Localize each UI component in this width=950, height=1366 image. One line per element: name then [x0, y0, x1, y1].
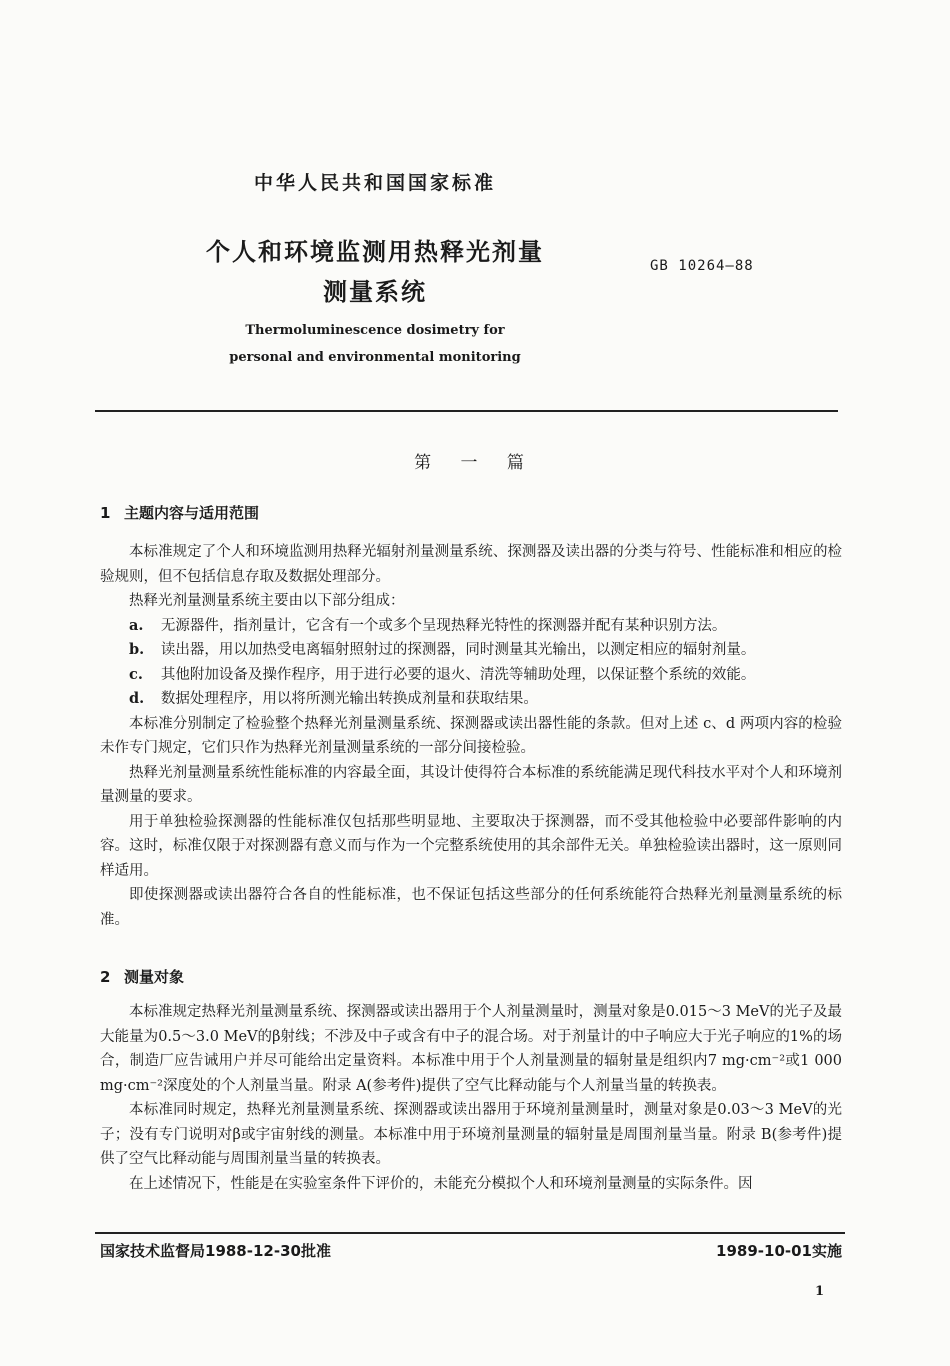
header-divider: [95, 410, 838, 412]
paragraph: 本标准规定热释光剂量测量系统、探测器或读出器用于个人剂量测量时，测量对象是0.015～3 MeV的光子及最大能量为0.5～3.0 MeV的β射线；不涉及中子或含有中子的混合场。对于剂量计的中子响应大于光子响应的1%的场合，制造厂应告诫用户并尽可能给出定量资料。本标准中用于个人剂量测量的辐射量是组织内7 mg·cm⁻²或1 000 mg·cm⁻²深度处的个人剂量当量。附录 A(参考件)提供了空气比释动能与个人剂量当量的转换表。: [100, 1004, 842, 1094]
english-title-line1: Thermoluminescence dosimetry for: [245, 323, 505, 338]
paragraph: 本标准同时规定，热释光剂量测量系统、探测器或读出器用于环境剂量测量时，测量对象是0.03～3 MeV的光子；没有专门说明对β或宇宙射线的测量。本标准中用于环境剂量测量的辐射量是周围剂量当量。附录 B(参考件)提供了空气比释动能与周围剂量当量的转换表。: [100, 1102, 842, 1167]
list-item-text: 读出器，用以加热受电离辐射照射过的探测器，同时测量其光输出，以测定相应的辐射剂量。: [160, 642, 756, 658]
list-item-label: b.: [129, 641, 145, 658]
section-1-title: 主题内容与适用范围: [124, 504, 260, 522]
section-1-heading: [100, 502, 259, 523]
list-item-label: d.: [129, 690, 145, 707]
section-2-body: [100, 1000, 842, 1196]
part-title: 第 一 篇: [414, 453, 536, 473]
document-title-line1: 个人和环境监测用热释光剂量: [206, 238, 544, 266]
approval-statement: 国家技术监督局1988-12-30批准: [100, 1242, 331, 1260]
section-1-number: 1: [100, 504, 111, 522]
list-item: [100, 663, 842, 688]
standard-code: GB 10264—88: [650, 258, 754, 274]
implementation-date: 1989-10-01实施: [716, 1242, 842, 1260]
paragraph: 本标准规定了个人和环境监测用热释光辐射剂量测量系统、探测器及读出器的分类与符号、性能标准和相应的检验规则，但不包括信息存取及数据处理部分。: [100, 544, 842, 585]
paragraph: 用于单独检验探测器的性能标准仅包括那些明显地、主要取决于探测器，而不受其他检验中必要部件影响的内容。这时，标准仅限于对探测器有意义而与作为一个完整系统使用的其余部件无关。单独检验读出器时，这一原则同样适用。: [100, 813, 842, 879]
section-2-title: 测量对象: [124, 968, 185, 986]
paragraph: 热释光剂量测量系统主要由以下部分组成：: [129, 593, 405, 609]
list-item-label: a.: [129, 616, 144, 634]
section-2-heading: [100, 966, 184, 987]
footer-divider: [95, 1232, 845, 1234]
section-1-body: [100, 540, 842, 932]
list-item-text: 无源器件，指剂量计，它含有一个或多个呈现热释光特性的探测器并配有某种识别方法。: [160, 617, 727, 634]
section-2-number: 2: [100, 968, 111, 986]
paragraph: 即使探测器或读出器符合各自的性能标准，也不保证包括这些部分的任何系统能符合热释光剂量测量系统的标准。: [100, 887, 842, 928]
document-title-line2: 测量系统: [323, 278, 427, 306]
list-item-text: 数据处理程序，用以将所测光输出转换成剂量和获取结果。: [160, 691, 538, 707]
list-item-text: 其他附加设备及操作程序，用于进行必要的退火、清洗等辅助处理，以保证整个系统的效能。: [160, 666, 756, 683]
english-title-line2: personal and environmental monitoring: [229, 350, 521, 365]
paragraph: 热释光剂量测量系统性能标准的内容最全面，其设计使得符合本标准的系统能满足现代科技水平对个人和环境剂量测量的要求。: [100, 764, 842, 805]
page-number: 1: [815, 1284, 825, 1299]
paragraph: 在上述情况下，性能是在实验室条件下评价的，未能充分模拟个人和环境剂量测量的实际条件。因: [129, 1175, 753, 1192]
national-standard-label: 中华人民共和国国家标准: [253, 172, 496, 194]
paragraph: 本标准分别制定了检验整个热释光剂量测量系统、探测器或读出器性能的条款。但对上述 c、d 两项内容的检验未作专门规定，它们只作为热释光剂量测量系统的一部分间接检验。: [100, 715, 842, 756]
list-item-label: c.: [129, 665, 143, 683]
list-item: [100, 638, 842, 663]
list-item: [100, 614, 842, 639]
list-item: [100, 687, 842, 712]
